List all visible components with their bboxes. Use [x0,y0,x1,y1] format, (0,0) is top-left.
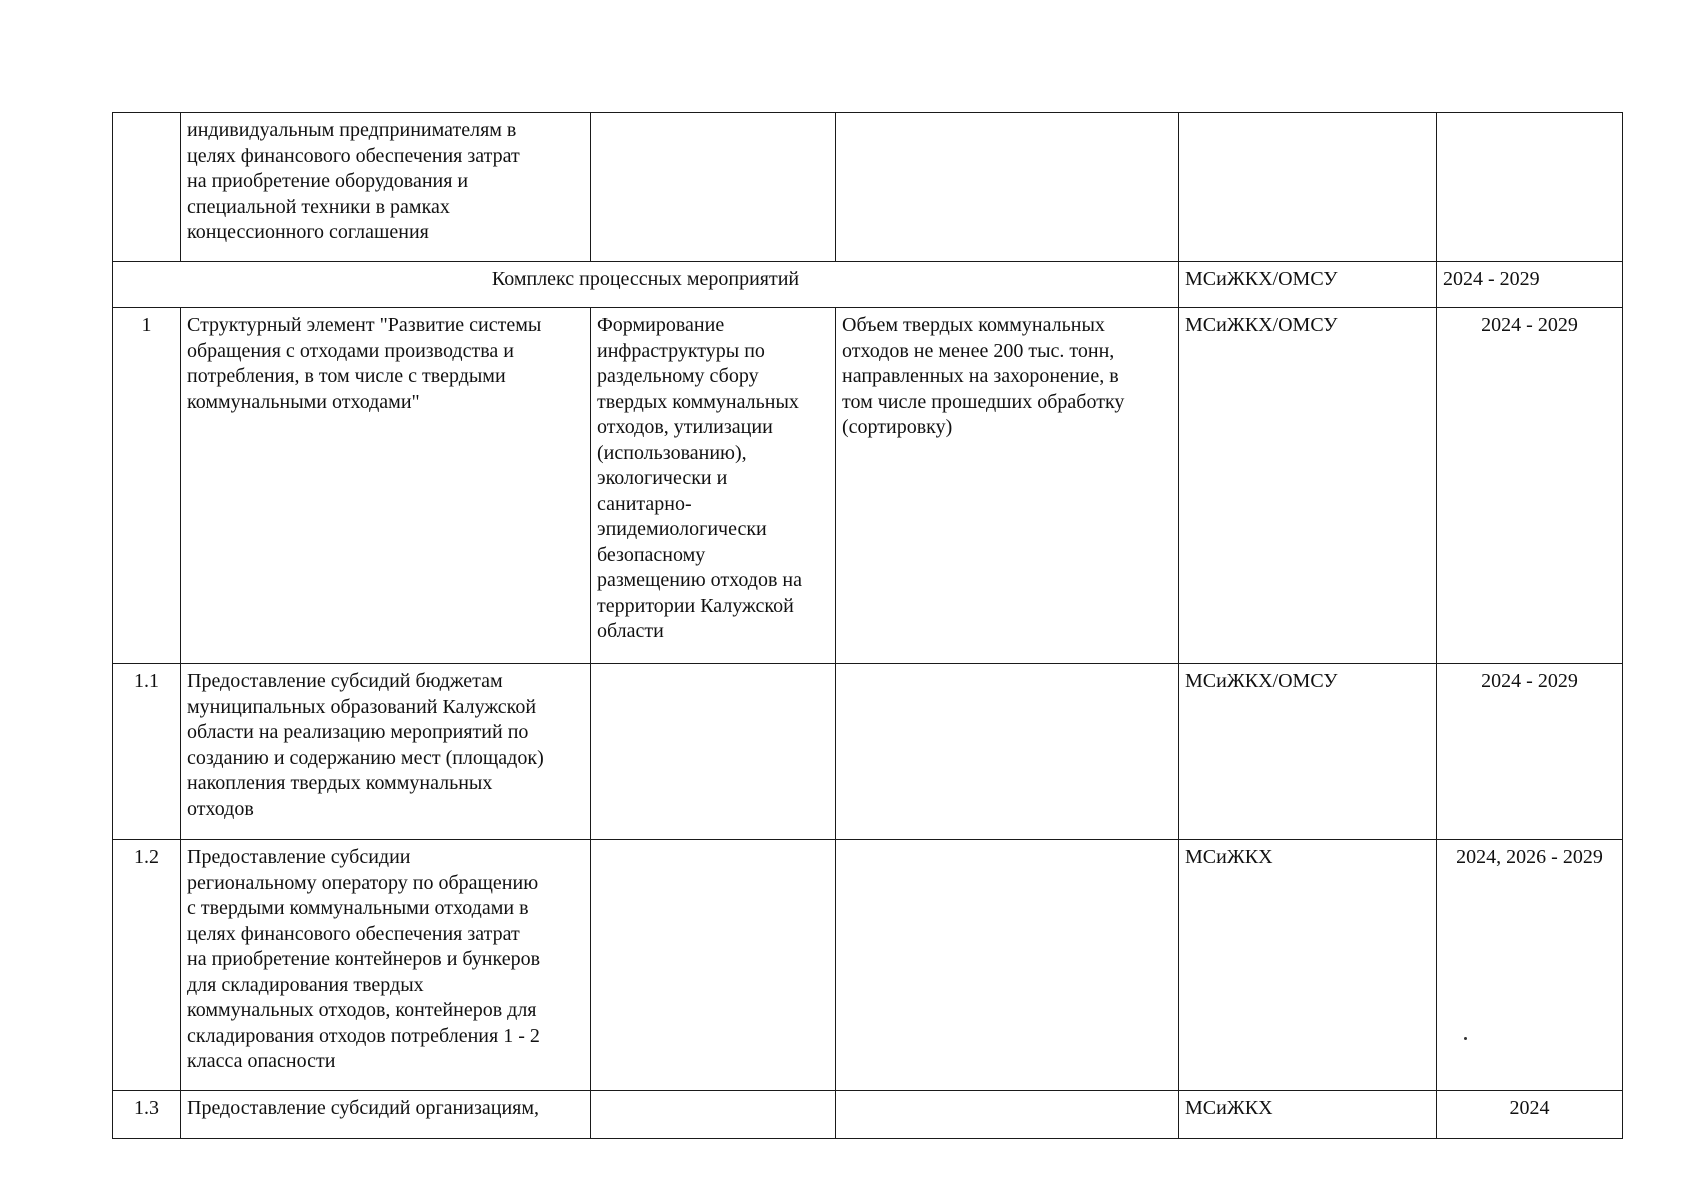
scan-speck [1464,1037,1467,1040]
result-text [836,664,1179,840]
responsible-executor: МСиЖКХ/ОМСУ [1179,262,1437,308]
row-number: 1.2 [113,840,181,1091]
responsible-executor: МСиЖКХ [1179,840,1437,1091]
implementation-period: 2024, 2026 - 2029 [1437,840,1623,1091]
result-text [836,1091,1179,1139]
measure-name: Предоставление субсидий бюджетам муниципальных образований Калужской области на реализацию мероприятий по созданию и содержанию мест (площадок) накопления твердых коммунальных отходов [181,664,591,840]
measure-name: индивидуальным предпринимателям в целях финансового обеспечения затрат на приобретение оборудования и специальной техники в рамках концессионного соглашения [181,113,591,262]
measure-name: Предоставление субсидии региональному оператору по обращению с твердыми коммунальными отходами в целях финансового обеспечения затрат на приобретение контейнеров и бункеров для складирования твердых коммунальных отходов, контейнеров для складирования отходов потребления 1 - 2 класса опасности [181,840,591,1091]
task-text [591,113,836,262]
row-number: 1 [113,308,181,664]
section-title: Комплекс процессных мероприятий [113,262,1179,308]
responsible-executor: МСиЖКХ/ОМСУ [1179,664,1437,840]
result-text [836,113,1179,262]
result-text [836,840,1179,1091]
table-row [113,1091,1623,1139]
result-text: Объем твердых коммунальных отходов не менее 200 тыс. тонн, направленных на захоронение, в том числе прошедших обработку (сортировку) [836,308,1179,664]
section-header-row [113,262,1623,308]
measure-name: Структурный элемент "Развитие системы обращения с отходами производства и потребления, в том числе с твердыми коммунальными отходами" [181,308,591,664]
row-number: 1.3 [113,1091,181,1139]
responsible-executor: МСиЖКХ [1179,1091,1437,1139]
implementation-period: 2024 - 2029 [1437,664,1623,840]
task-text [591,1091,836,1139]
measure-name: Предоставление субсидий организациям, [181,1091,591,1139]
table-row [113,308,1623,664]
table-row [113,113,1623,262]
implementation-period [1437,113,1623,262]
task-text [591,840,836,1091]
measures-table [112,112,1623,1139]
implementation-period: 2024 - 2029 [1437,308,1623,664]
task-text: Формирование инфраструктуры по раздельному сбору твердых коммунальных отходов, утилизации (использованию), экологически и санитарно- эпидемиологически безопасному размещению отходов на территории Калужской области [591,308,836,664]
task-text [591,664,836,840]
row-number [113,113,181,262]
table-row [113,664,1623,840]
implementation-period: 2024 [1437,1091,1623,1139]
row-number: 1.1 [113,664,181,840]
responsible-executor: МСиЖКХ/ОМСУ [1179,308,1437,664]
responsible-executor [1179,113,1437,262]
table-row [113,840,1623,1091]
implementation-period: 2024 - 2029 [1437,262,1623,308]
